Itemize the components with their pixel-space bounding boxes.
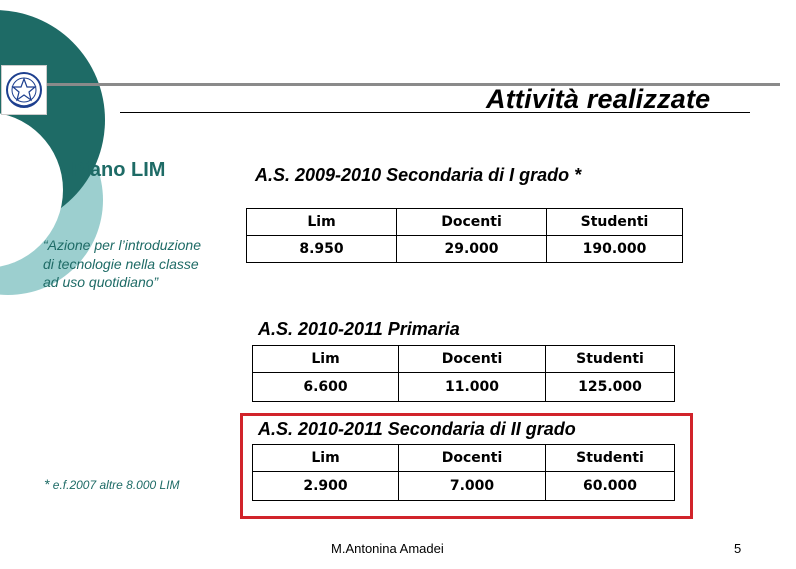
table-header-lim: Lim — [253, 346, 399, 373]
table-header-lim: Lim — [253, 445, 399, 472]
table-header-studenti: Studenti — [546, 445, 675, 472]
table-cell-lim: 2.900 — [253, 472, 399, 501]
section-heading-2: A.S. 2010-2011 Primaria — [258, 319, 460, 339]
page-number: 5 — [734, 541, 742, 556]
republic-emblem — [1, 65, 47, 115]
data-table-3 — [252, 444, 675, 501]
section-heading-3: A.S. 2010-2011 Secondaria di II grado — [258, 419, 576, 439]
quote-text: “Azione per l’introduzione di tecnologie nella classe ad uso quotidiano” — [43, 237, 201, 290]
footnote-text: e.f.2007 altre 8.000 LIM — [49, 478, 180, 492]
table-cell-lim: 6.600 — [253, 373, 399, 402]
footer-author: M.Antonina Amadei — [331, 541, 444, 556]
table-cell-studenti: 60.000 — [546, 472, 675, 501]
table-cell-studenti: 125.000 — [546, 373, 675, 402]
table-cell-docenti: 29.000 — [397, 236, 547, 263]
footnote-mark: * — [44, 476, 50, 492]
table-header-studenti: Studenti — [547, 209, 683, 236]
table-cell-studenti: 190.000 — [547, 236, 683, 263]
table-cell-docenti: 11.000 — [399, 373, 546, 402]
emblem-icon — [2, 66, 46, 114]
table-header-docenti: Docenti — [397, 209, 547, 236]
table-cell-docenti: 7.000 — [399, 472, 546, 501]
footnote — [44, 476, 180, 492]
table-header-lim: Lim — [247, 209, 397, 236]
data-table-1 — [246, 208, 683, 263]
table-cell-lim: 8.950 — [247, 236, 397, 263]
table-header-docenti: Docenti — [399, 445, 546, 472]
section-heading-1: A.S. 2009-2010 Secondaria di I grado * — [255, 165, 582, 185]
data-table-2 — [252, 345, 675, 402]
table-header-docenti: Docenti — [399, 346, 546, 373]
side-title: Piano LIM — [71, 159, 166, 181]
slide-title: Attività realizzate — [486, 84, 711, 114]
table-header-studenti: Studenti — [546, 346, 675, 373]
